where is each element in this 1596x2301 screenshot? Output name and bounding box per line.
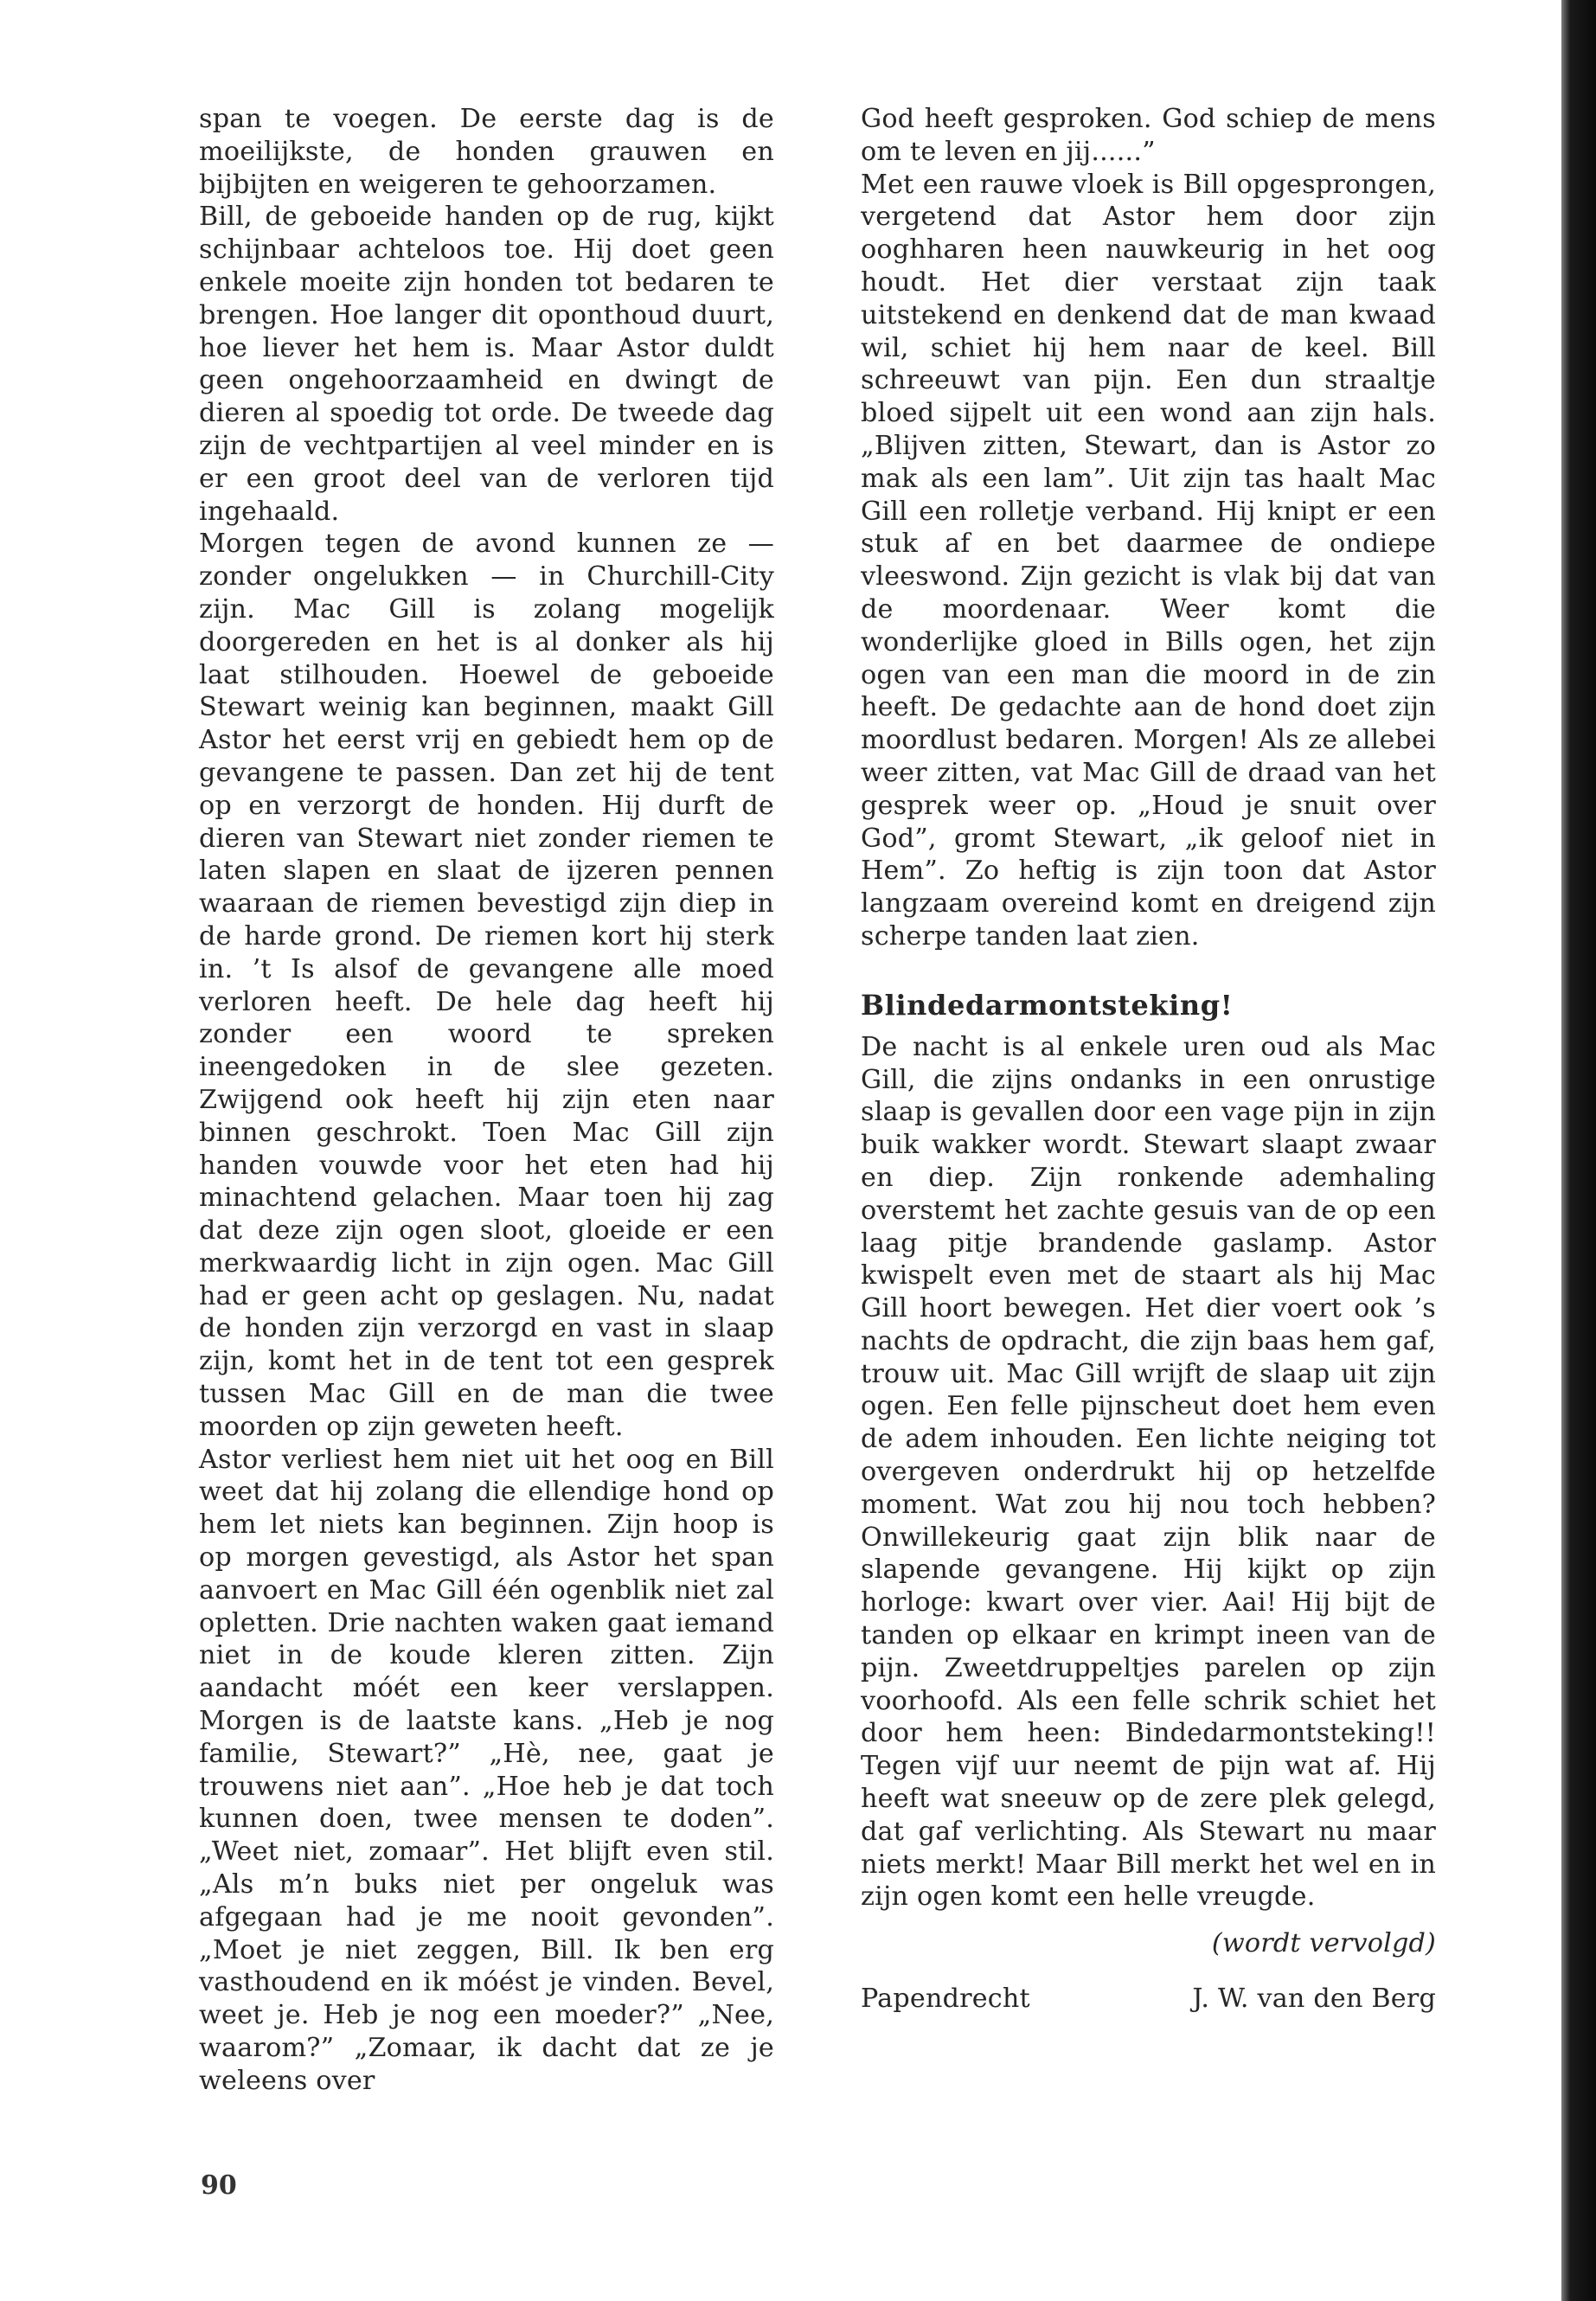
right-column: [861, 103, 1436, 2016]
paragraph: God heeft gesproken. God schiep de mens om te leven en jij......”: [861, 104, 1436, 167]
signature-line: [861, 1983, 1436, 2016]
left-column: [199, 103, 774, 2098]
paragraph: Met een rauwe vloek is Bill opgesprongen, vergetend dat Astor hem door zijn ooghharen heen nauwkeurig in het oog houdt. Het dier verstaat zijn taak uitstekend en denkend dat de man kwaad wil, schiet hij hem naar de keel. Bill schreeuwt van pijn. Een dun straaltje bloed sijpelt uit een wond aan zijn hals. „Blijven zitten, Stewart, dan is Astor zo mak als een lam”. Uit zijn tas haalt Mac Gill een rolletje verband. Hij knipt er een stuk af en bet daarmee de ondiepe vleeswond. Zijn gezicht is vlak bij dat van de moordenaar. Weer komt die wonderlijke gloed in Bills ogen, het zijn ogen van een man die moord in de zin heeft. De gedachte aan de hond doet zijn moordlust bedaren. Morgen! Als ze allebei weer zitten, vat Mac Gill de draad van het gesprek weer op. „Houd je snuit over God”, gromt Stewart, „ik geloof niet in Hem”. Zo heftig is zijn toon dat Astor langzaam overeind komt en dreigend zijn scherpe tanden laat zien.: [861, 169, 1436, 952]
author-name: J. W. van den Berg: [1192, 1984, 1436, 2015]
binding-edge: [1561, 0, 1596, 2301]
page-number: 90: [201, 2170, 237, 2201]
paragraph: Astor verliest hem niet uit het oog en Bill weet dat hij zolang die ellendige hond op hem let niets kan beginnen. Zijn hoop is op morgen gevestigd, als Astor het span aanvoert en Mac Gill één ogenblik niet zal opletten. Drie nachten waken gaat iemand niet in de koude kleren zitten. Zijn aandacht móét een keer verslappen. Morgen is de laatste kans. „Heb je nog familie, Stewart?” „Hè, nee, gaat je trouwens niet aan”. „Hoe heb je dat toch kunnen doen, twee mensen te doden”. „Weet niet, zomaar”. Het blijft even stil. „Als m’n buks niet per ongeluk was afgegaan had je me nooit gevonden”. „Moet je niet zeggen, Bill. Ik ben erg vasthoudend en ik móést je vinden. Bevel, weet je. Heb je nog een moeder?” „Nee, waarom?” „Zomaar, ik dacht dat ze je weleens over: [199, 1444, 774, 2096]
paragraph: De nacht is al enkele uren oud als Mac Gill, die zijns ondanks in een onrustige slaap is gevallen door een vage pijn in zijn buik wakker wordt. Stewart slaapt zwaar en diep. Zijn ronkende ademhaling overstemt het zachte gesuis van de op een laag pitje brandende gaslamp. Astor kwispelt even met de staart als hij Mac Gill hoort bewegen. Het dier voert ook ’s nachts de opdracht, die zijn baas hem gaf, trouw uit. Mac Gill wrijft de slaap uit zijn ogen. Een felle pijnscheut doet hem even de adem inhouden. Een lichte neiging tot overgeven onderdrukt hij op hetzelfde moment. Wat zou hij nou toch hebben? Onwillekeurig gaat zijn blik naar de slapende gevangene. Hij kijkt op zijn horloge: kwart over vier. Aai! Hij bijt de tanden op elkaar en krimpt ineen van de pijn. Zweetdruppeltjes parelen op zijn voorhoofd. Als een felle schrik schiet het door hem heen: Bindedarmontsteking!! Tegen vijf uur neemt de pijn wat af. Hij heeft wat sneeuw op de zere plek gelegd, dat gaf verlichting. Als Stewart nu maar niets merkt! Maar Bill merkt het wel en in zijn ogen komt een helle vreugde.: [861, 1031, 1436, 1913]
section-heading: Blindedarmontsteking!: [861, 988, 1234, 1022]
place-name: Papendrecht: [861, 1984, 1030, 2015]
paragraph: Bill, de geboeide handen op de rug, kijkt schijnbaar achteloos toe. Hij doet geen enkele moeite zijn honden tot bedaren te brengen. Hoe langer dit oponthoud duurt, hoe liever het hem is. Maar Astor duldt geen ongehoorzaamheid en dwingt de dieren al spoedig tot orde. De tweede dag zijn de vechtpartijen al veel minder en is er een groot deel van de verloren tijd ingehaald.: [199, 202, 774, 527]
continued-note: (wordt vervolgd): [1211, 1928, 1436, 1959]
paragraph: span te voegen. De eerste dag is de moeilijkste, de honden grauwen en bijbijten en weigeren te gehoorzamen.: [199, 104, 774, 200]
paragraph: Morgen tegen de avond kunnen ze — zonder ongelukken — in Churchill-City zijn. Mac Gill is zolang mogelijk doorgereden en het is al donker als hij laat stilhouden. Hoewel de geboeide Stewart weinig kan beginnen, maakt Gill Astor het eerst vrij en gebiedt hem op de gevangene te passen. Dan zet hij de tent op en verzorgt de honden. Hij durft de dieren van Stewart niet zonder riemen te laten slapen en slaat de ijzeren pennen waaraan de riemen bevestigd zijn diep in de harde grond. De riemen kort hij sterk in. ’t Is alsof de gevangene alle moed verloren heeft. De hele dag heeft hij zonder een woord te spreken ineengedoken in de slee gezeten. Zwijgend ook heeft hij zijn eten naar binnen geschrokt. Toen Mac Gill zijn handen vouwde voor het eten had hij minachtend gelachen. Maar toen hij zag dat deze zijn ogen sloot, gloeide er een merkwaardig licht in zijn ogen. Mac Gill had er geen acht op geslagen. Nu, nadat de honden zijn verzorgd en vast in slaap zijn, komt het in de tent tot een gesprek tussen Mac Gill en de man die twee moorden op zijn geweten heeft.: [199, 529, 774, 1442]
